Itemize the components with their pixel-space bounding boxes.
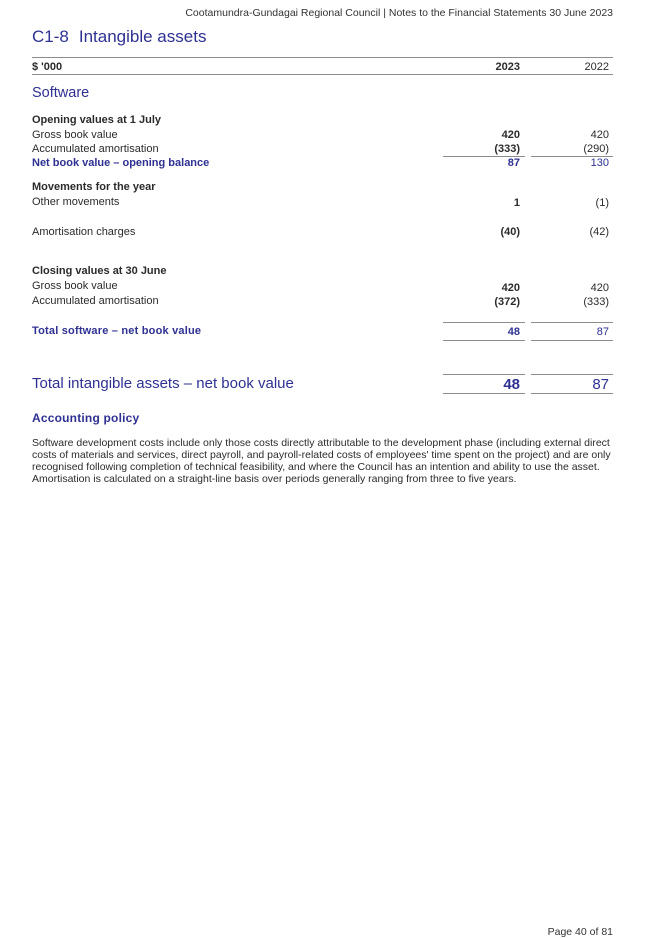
accounting-policy-heading: Accounting policy bbox=[32, 411, 140, 425]
opening-gross-2022: 420 bbox=[590, 129, 609, 141]
opening-heading: Opening values at 1 July bbox=[32, 114, 161, 126]
closing-heading: Closing values at 30 June bbox=[32, 265, 167, 277]
column-header-2023: 2023 bbox=[495, 61, 520, 73]
closing-gross-2022: 420 bbox=[590, 282, 609, 294]
opening-nbv-2022: 130 bbox=[590, 157, 609, 169]
amortisation-charges-2022: (42) bbox=[589, 226, 609, 238]
total-software-rule-bottom-2022 bbox=[531, 340, 613, 341]
total-software-rule-top-2023 bbox=[443, 322, 525, 323]
total-intangible-rule-top-2022 bbox=[531, 374, 613, 375]
opening-gross-2023: 420 bbox=[501, 129, 520, 141]
total-software-rule-top-2022 bbox=[531, 322, 613, 323]
opening-nbv-2023: 87 bbox=[507, 157, 520, 169]
header-rule bbox=[32, 74, 613, 75]
closing-gross-label: Gross book value bbox=[32, 280, 118, 292]
total-intangible-rule-bottom-2023 bbox=[443, 393, 525, 394]
other-movements-label: Other movements bbox=[32, 196, 120, 208]
title-rule bbox=[32, 57, 613, 58]
total-software-2022: 87 bbox=[596, 326, 609, 338]
closing-amort-label: Accumulated amortisation bbox=[32, 295, 159, 307]
opening-nbv-label: Net book value – opening balance bbox=[32, 157, 210, 169]
closing-gross-2023: 420 bbox=[501, 282, 520, 294]
opening-amort-2022: (290) bbox=[583, 143, 609, 155]
total-intangible-rule-bottom-2022 bbox=[531, 393, 613, 394]
total-software-2023: 48 bbox=[507, 326, 520, 338]
closing-amort-2023: (372) bbox=[494, 296, 520, 308]
note-number: C1-8 bbox=[32, 27, 69, 46]
page-number: Page 40 of 81 bbox=[547, 926, 613, 938]
page-header: Cootamundra-Gundagai Regional Council | Notes to the Financial Statements 30 June 2023 bbox=[185, 7, 613, 19]
total-intangible-2023: 48 bbox=[503, 376, 520, 393]
opening-gross-label: Gross book value bbox=[32, 129, 118, 141]
other-movements-2022: (1) bbox=[595, 197, 609, 209]
section-title-software: Software bbox=[32, 85, 90, 101]
total-software-rule-bottom-2023 bbox=[443, 340, 525, 341]
total-software-label: Total software – net book value bbox=[32, 325, 202, 337]
total-intangible-2022: 87 bbox=[592, 376, 609, 393]
opening-amort-label: Accumulated amortisation bbox=[32, 143, 159, 155]
note-title bbox=[32, 27, 206, 47]
other-movements-2023: 1 bbox=[513, 197, 520, 209]
opening-amort-2023: (333) bbox=[494, 143, 520, 155]
total-intangible-rule-top-2023 bbox=[443, 374, 525, 375]
amortisation-charges-label: Amortisation charges bbox=[32, 226, 136, 238]
accounting-policy-text: Software development costs include only those costs directly attributable to the development phase (including external direct costs of materials and services, direct payroll, and payroll-related costs of employees' time spent on the project) and are only recognised following completion of technical feasibility, and where the Council has an intention and ability to use the asset. Amortisation is calculated on a straight-line basis over periods generally ranging from three to five years. bbox=[32, 437, 611, 485]
movements-heading: Movements for the year bbox=[32, 181, 156, 193]
total-intangible-label: Total intangible assets – net book value bbox=[32, 375, 294, 392]
unit-label: $ '000 bbox=[32, 61, 63, 73]
closing-amort-2022: (333) bbox=[583, 296, 609, 308]
note-title-text: Intangible assets bbox=[78, 27, 207, 46]
column-header-2022: 2022 bbox=[584, 61, 609, 73]
amortisation-charges-2023: (40) bbox=[500, 226, 520, 238]
